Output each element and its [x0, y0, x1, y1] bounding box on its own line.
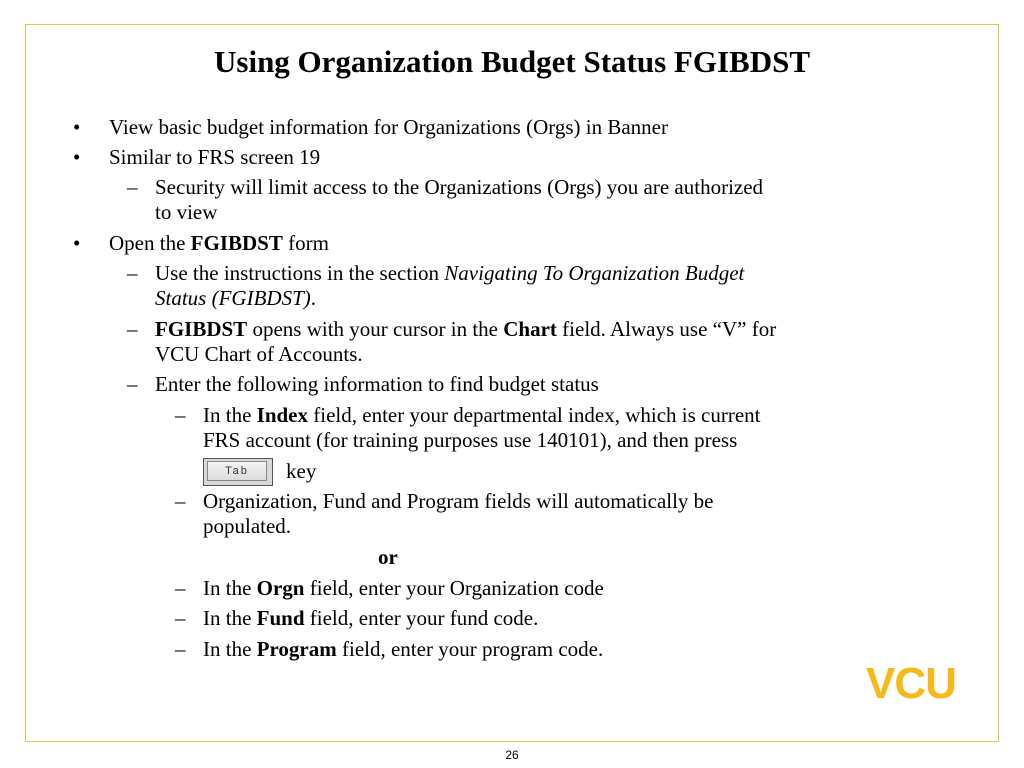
dash-marker: –: [175, 576, 186, 600]
tab-key-cap: Tab: [207, 461, 267, 481]
dash-marker: –: [175, 606, 186, 630]
vcu-logo: VCU: [866, 659, 956, 708]
key-word: key: [286, 459, 317, 483]
sub-security-line2: to view: [155, 200, 218, 224]
or-separator: or: [378, 545, 398, 569]
sub-enter-info: Enter the following information to find budget status: [155, 372, 599, 396]
dash-marker: –: [127, 175, 138, 199]
item-program: In the Program field, enter your program code.: [203, 637, 604, 661]
sub-security-line1: Security will limit access to the Organizations (Orgs) you are authorized: [155, 175, 764, 199]
bullet-view-budget: View basic budget information for Organizations (Orgs) in Banner: [109, 115, 668, 139]
bullet-similar-frs: Similar to FRS screen 19: [109, 145, 321, 169]
item-index-line1: In the Index field, enter your departmental index, which is current: [203, 403, 761, 427]
dash-marker: –: [175, 489, 186, 513]
item-auto-populate-line1: Organization, Fund and Program fields will automatically be: [203, 489, 714, 513]
dash-marker: –: [175, 403, 186, 427]
bullet-marker: •: [73, 145, 81, 169]
item-fund: In the Fund field, enter your fund code.: [203, 606, 539, 630]
item-orgn: In the Orgn field, enter your Organization code: [203, 576, 604, 600]
dash-marker: –: [127, 261, 138, 285]
tab-key-icon: [203, 458, 273, 486]
bullet-open-form: Open the FGIBDST form: [109, 231, 329, 255]
bullet-marker: •: [73, 231, 81, 255]
sub-instructions-line2: Status (FGIBDST).: [155, 286, 316, 310]
dash-marker: –: [175, 637, 186, 661]
bullet-marker: •: [73, 115, 81, 139]
dash-marker: –: [127, 372, 138, 396]
slide-title: Using Organization Budget Status FGIBDST: [214, 44, 810, 79]
sub-instructions-line1: Use the instructions in the section Navigating To Organization Budget: [155, 261, 745, 285]
sub-cursor-chart-line1: FGIBDST opens with your cursor in the Chart field. Always use “V” for: [155, 317, 777, 341]
item-index-line2: FRS account (for training purposes use 140101), and then press: [203, 428, 738, 452]
sub-cursor-chart-line2: VCU Chart of Accounts.: [155, 342, 363, 366]
dash-marker: –: [127, 317, 138, 341]
item-auto-populate-line2: populated.: [203, 514, 292, 538]
page-number: 26: [505, 748, 519, 762]
